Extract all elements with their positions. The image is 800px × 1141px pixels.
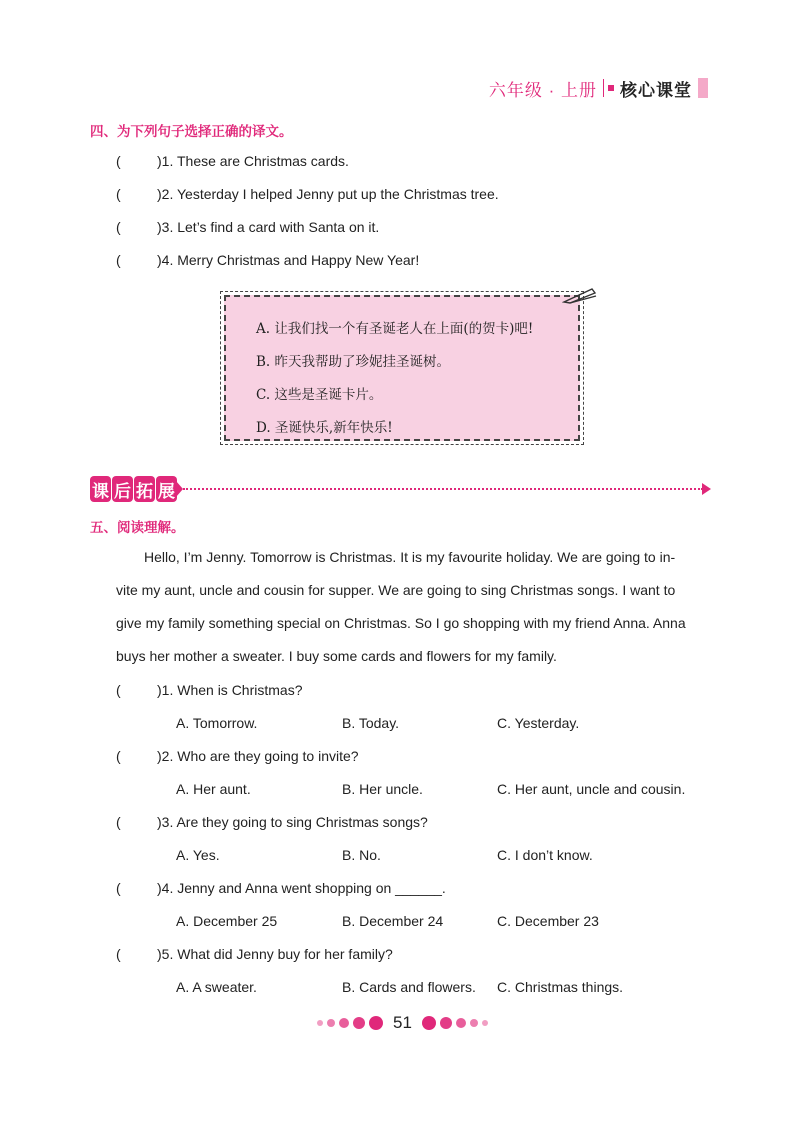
choice-b: B. Cards and flowers. <box>342 979 476 995</box>
option-a: A. 让我们找一个有圣诞老人在上面(的贺卡)吧! <box>256 321 534 337</box>
answer-paren[interactable]: ( <box>116 186 121 202</box>
choice-c: C. December 23 <box>497 913 599 929</box>
choice-a: A. Her aunt. <box>176 781 251 797</box>
reading-passage <box>116 541 706 673</box>
question-text: )4. Jenny and Anna went shopping on ______. <box>157 880 446 896</box>
passage-line: vite my aunt, uncle and cousin for supper. We are going to sing Christmas songs. I want to <box>116 582 676 598</box>
choice-c: C. I don’t know. <box>497 847 593 863</box>
choice-a: A. Tomorrow. <box>176 715 258 731</box>
question-text: )1. When is Christmas? <box>157 682 303 698</box>
choice-c: C. Christmas things. <box>497 979 624 995</box>
answer-paren[interactable]: ( <box>116 748 121 764</box>
dot-icon <box>327 1019 335 1027</box>
banner-char: 拓 <box>134 476 155 502</box>
choice-c: C. Yesterday. <box>497 715 580 731</box>
question-text: )5. What did Jenny buy for her family? <box>157 946 393 962</box>
answer-paren[interactable]: ( <box>116 814 121 830</box>
page-header <box>489 76 708 100</box>
header-square-icon <box>608 85 614 91</box>
choice-c: C. Her aunt, uncle and cousin. <box>497 781 686 797</box>
translation-options-box <box>224 295 580 441</box>
choice-a: A. A sweater. <box>176 979 257 995</box>
passage-line: Hello, I’m Jenny. Tomorrow is Christmas. It is my favourite holiday. We are going to in- <box>144 549 676 565</box>
section-4-title: 四、为下列句子选择正确的译文。 <box>90 124 293 140</box>
course-label: 核心课堂 <box>620 80 692 100</box>
choice-b: B. Her uncle. <box>342 781 423 797</box>
sentence-text: )2. Yesterday I helped Jenny put up the Christmas tree. <box>157 186 499 202</box>
dot-icon <box>456 1018 466 1028</box>
choice-b: B. No. <box>342 847 381 863</box>
dot-icon <box>317 1020 323 1026</box>
page-number: 51 <box>393 1013 412 1032</box>
page-footer <box>315 1012 490 1034</box>
choice-b: B. December 24 <box>342 913 444 929</box>
header-divider <box>603 79 604 97</box>
banner-char: 课 <box>90 476 111 502</box>
choice-b: B. Today. <box>342 715 400 731</box>
choice-a: A. Yes. <box>176 847 220 863</box>
dot-icon <box>470 1019 478 1027</box>
answer-paren[interactable]: ( <box>116 682 121 698</box>
answer-paren[interactable]: ( <box>116 219 121 235</box>
arrow-right-icon <box>702 483 711 495</box>
dot-icon <box>482 1020 488 1026</box>
answer-paren[interactable]: ( <box>116 880 121 896</box>
paperclip-icon <box>562 286 598 306</box>
sentence-text: )4. Merry Christmas and Happy New Year! <box>157 252 420 268</box>
banner-char: 展 <box>156 476 177 502</box>
question-text: )3. Are they going to sing Christmas songs? <box>157 814 428 830</box>
sentence-text: )3. Let’s find a card with Santa on it. <box>157 219 380 235</box>
dot-icon <box>353 1017 365 1029</box>
passage-line: give my family something special on Christmas. So I go shopping with my friend Anna. Anna <box>116 615 686 631</box>
section-banner <box>90 476 178 502</box>
section-5-title: 五、阅读理解。 <box>90 520 185 536</box>
dot-icon <box>440 1017 452 1029</box>
option-b: B. 昨天我帮助了珍妮挂圣诞树。 <box>256 354 451 370</box>
grade-label: 六年级 · 上册 <box>488 80 597 100</box>
banner-char: 后 <box>112 476 133 502</box>
dot-icon <box>422 1016 436 1030</box>
dot-icon <box>339 1018 349 1028</box>
question-text: )2. Who are they going to invite? <box>157 748 359 764</box>
answer-paren[interactable]: ( <box>116 946 121 962</box>
answer-paren[interactable]: ( <box>116 252 121 268</box>
option-d: D. 圣诞快乐,新年快乐! <box>256 420 393 436</box>
header-bar-icon <box>698 78 708 98</box>
choice-a: A. December 25 <box>176 913 278 929</box>
sentence-text: )1. These are Christmas cards. <box>157 153 349 169</box>
passage-line: buys her mother a sweater. I buy some cards and flowers for my family. <box>116 648 557 664</box>
dotted-divider <box>183 488 703 490</box>
answer-paren[interactable]: ( <box>116 153 121 169</box>
dot-icon <box>369 1016 383 1030</box>
banner-tail-icon <box>176 481 183 497</box>
option-c: C. 这些是圣诞卡片。 <box>256 387 383 403</box>
